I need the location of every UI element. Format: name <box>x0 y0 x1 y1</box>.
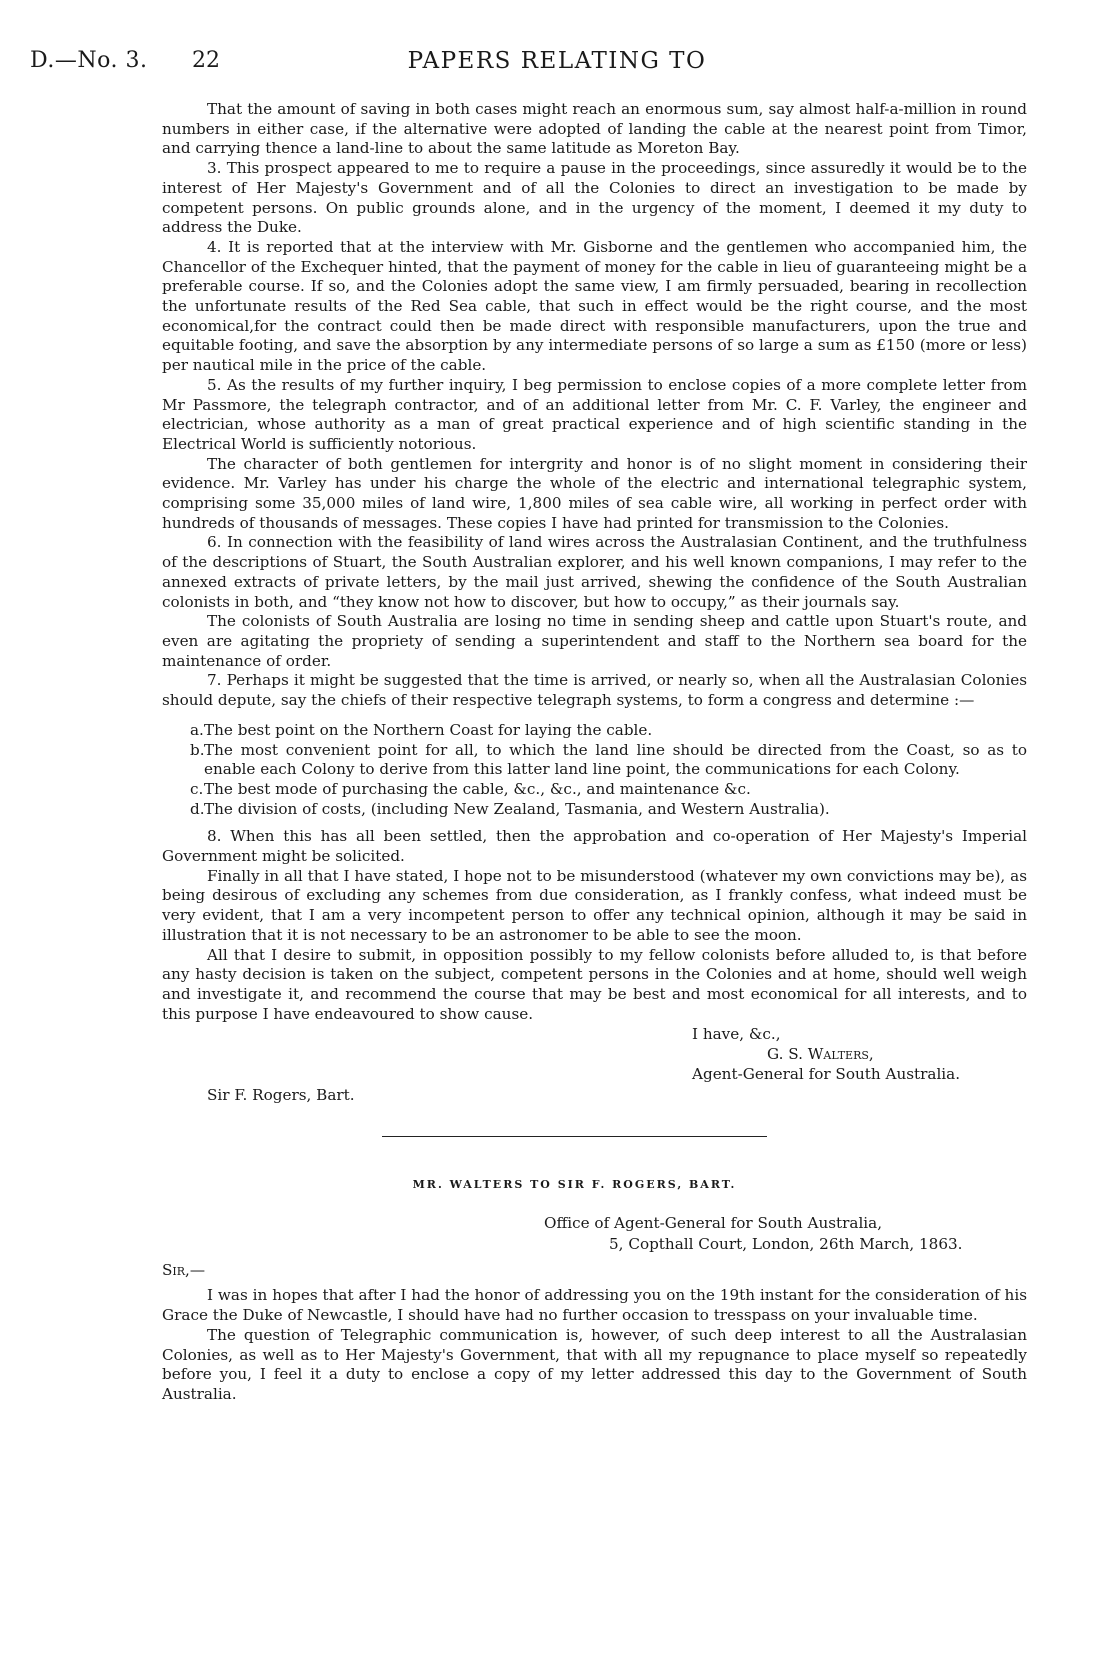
signature-closing: I have, &c., <box>692 1025 781 1044</box>
addressee: Sir F. Rogers, Bart. <box>207 1086 355 1105</box>
paragraph: The character of both gentlemen for intergrity and honor is of no slight moment in considering their evidence. Mr. Varley has under his charge the whole of the electric and international telegraphic system, comprising some 35,000 miles of land wire, 1,800 miles of sea cable wire, all working in perfect order with hundreds of thousands of messages. These copies I have had printed for transmission to the Colonies. <box>162 454 1027 532</box>
list-marker: b. <box>190 740 205 759</box>
paragraph: The colonists of South Australia are losing no time in sending sheep and cattle upon Stuart's route, and even are agitating the propriety of sending a superintendent and staff to the Northern sea board for the maintenance of order. <box>162 612 1027 670</box>
list-item <box>162 800 1027 820</box>
paragraph: Finally in all that I have stated, I hope not to be misunderstood (whatever my own convictions may be), as being desirous of excluding any schemes from due consideration, as I frankly confess, what indeed must be very evident, that I am a very incompetent person to offer any technical opinion, although it may be said in illustration that it is not necessary to be an astronomer to be able to see the moon. <box>162 866 1027 944</box>
list-item <box>162 741 1027 780</box>
list-item <box>162 721 1027 741</box>
page-number: 22 <box>192 48 220 73</box>
paragraph: 6. In connection with the feasibility of land wires across the Australasian Continent, and the truthfulness of the descriptions of Stuart, the South Australian explorer, and his well known companions, I may refer to the annexed extracts of private letters, by the mail just arrived, shewing the confidence of the South Australian colonists in both, and “they know not how to discover, but how to occupy,” as their journals say. <box>162 533 1027 611</box>
signature-block <box>692 1024 1027 1084</box>
letter-heading: MR. WALTERS TO SIR F. ROGERS, BART. <box>412 1178 737 1192</box>
office-line: Office of Agent-General for South Australia, <box>544 1213 883 1232</box>
paragraph: All that I desire to submit, in opposition possibly to my fellow colonists before alluded to, is that before any hasty decision is taken on the subject, competent persons in the Colonies and at home, should well weigh and investigate it, and recommend the course that may be best and most economical for all interests, and to this purpose I have endeavoured to show cause. <box>162 945 1027 1023</box>
paragraph: 5. As the results of my further inquiry, I beg permission to enclose copies of a more complete letter from Mr Passmore, the telegraph contractor, and of an additional letter from Mr. C. F. Varley, the engineer and electrician, whose authority as a man of great practical experience and of high scientific standing in the Electrical World is sufficiently notorious. <box>162 375 1027 453</box>
letter-body <box>162 1286 1027 1404</box>
list-marker: c. <box>190 779 204 798</box>
signature-title: Agent-General for South Australia. <box>692 1065 961 1084</box>
paragraph: The question of Telegraphic communication is, however, of such deep interest to all the Australasian Colonies, as well as to Her Majesty's Government, that with all my repugnance to place myself so repeatedly before you, I feel it a duty to enclose a copy of my letter addressed this day to the Government of South Australia. <box>162 1325 1027 1403</box>
list-item-text: The best mode of purchasing the cable, &c., &c., and maintenance &c. <box>204 779 751 798</box>
page-header <box>30 48 1084 88</box>
section-divider <box>382 1136 767 1137</box>
paragraph: 7. Perhaps it might be suggested that the time is arrived, or nearly so, when all the Australasian Colonies should depute, say the chiefs of their respective telegraph systems, to form a congress and determine :— <box>162 671 1027 710</box>
document-reference: D.—No. 3. <box>30 48 148 73</box>
paragraph: 3. This prospect appeared to me to require a pause in the proceedings, since assuredly it would be to the interest of Her Majesty's Government and of all the Colonies to direct an investigation to be made by competent persons. On public grounds alone, and in the urgency of the moment, I deemed it my duty to address the Duke. <box>162 159 1027 237</box>
congress-points-list <box>162 721 1027 820</box>
list-marker: a. <box>190 720 204 739</box>
document-body <box>162 100 1027 1405</box>
salutation: Sir,— <box>162 1260 206 1279</box>
paragraph: 8. When this has all been settled, then the approbation and co-operation of Her Majesty's Imperial Government might be solicited. <box>162 827 1027 866</box>
list-marker: d. <box>190 799 205 818</box>
paragraph: That the amount of saving in both cases might reach an enormous sum, say almost half-a-million in round numbers in either case, if the alternative were adopted of landing the cable at the nearest point from Timor, and carrying thence a land-line to about the same latitude as Moreton Bay. <box>162 100 1027 158</box>
paragraph: 4. It is reported that at the interview with Mr. Gisborne and the gentlemen who accompanied him, the Chancellor of the Exchequer hinted, that the payment of money for the cable in lieu of guaranteeing might be a preferable course. If so, and the Colonies adopt the same view, I am firmly persuaded, bearing in recollection the unfortunate results of the Red Sea cable, that such in effect would be the right course, and the most economical,for the contract could then be made direct with responsible manufacturers, upon the true and equitable footing, and save the absorption by any intermediate persons of so large a sum as £150 (more or less) per nautical mile in the price of the cable. <box>162 237 1027 375</box>
office-address <box>544 1213 1027 1255</box>
office-line: 5, Copthall Court, London, 26th March, 1863. <box>609 1234 963 1253</box>
list-item-text: The best point on the Northern Coast for laying the cable. <box>204 720 653 739</box>
signature-name: G. S. Walters, <box>767 1045 874 1064</box>
paragraph: I was in hopes that after I had the honor of addressing you on the 19th instant for the consideration of his Grace the Duke of Newcastle, I should have had no further occasion to tresspass on your invaluable time. <box>162 1286 1027 1325</box>
running-title: PAPERS RELATING TO <box>407 48 707 74</box>
list-item-text: The most convenient point for all, to which the land line should be directed from the Coast, so as to enable each Colony to derive from this latter land line point, the communications for each Colony. <box>204 740 1027 779</box>
list-item-text: The division of costs, (including New Zealand, Tasmania, and Western Australia). <box>204 799 830 818</box>
list-item <box>162 780 1027 800</box>
